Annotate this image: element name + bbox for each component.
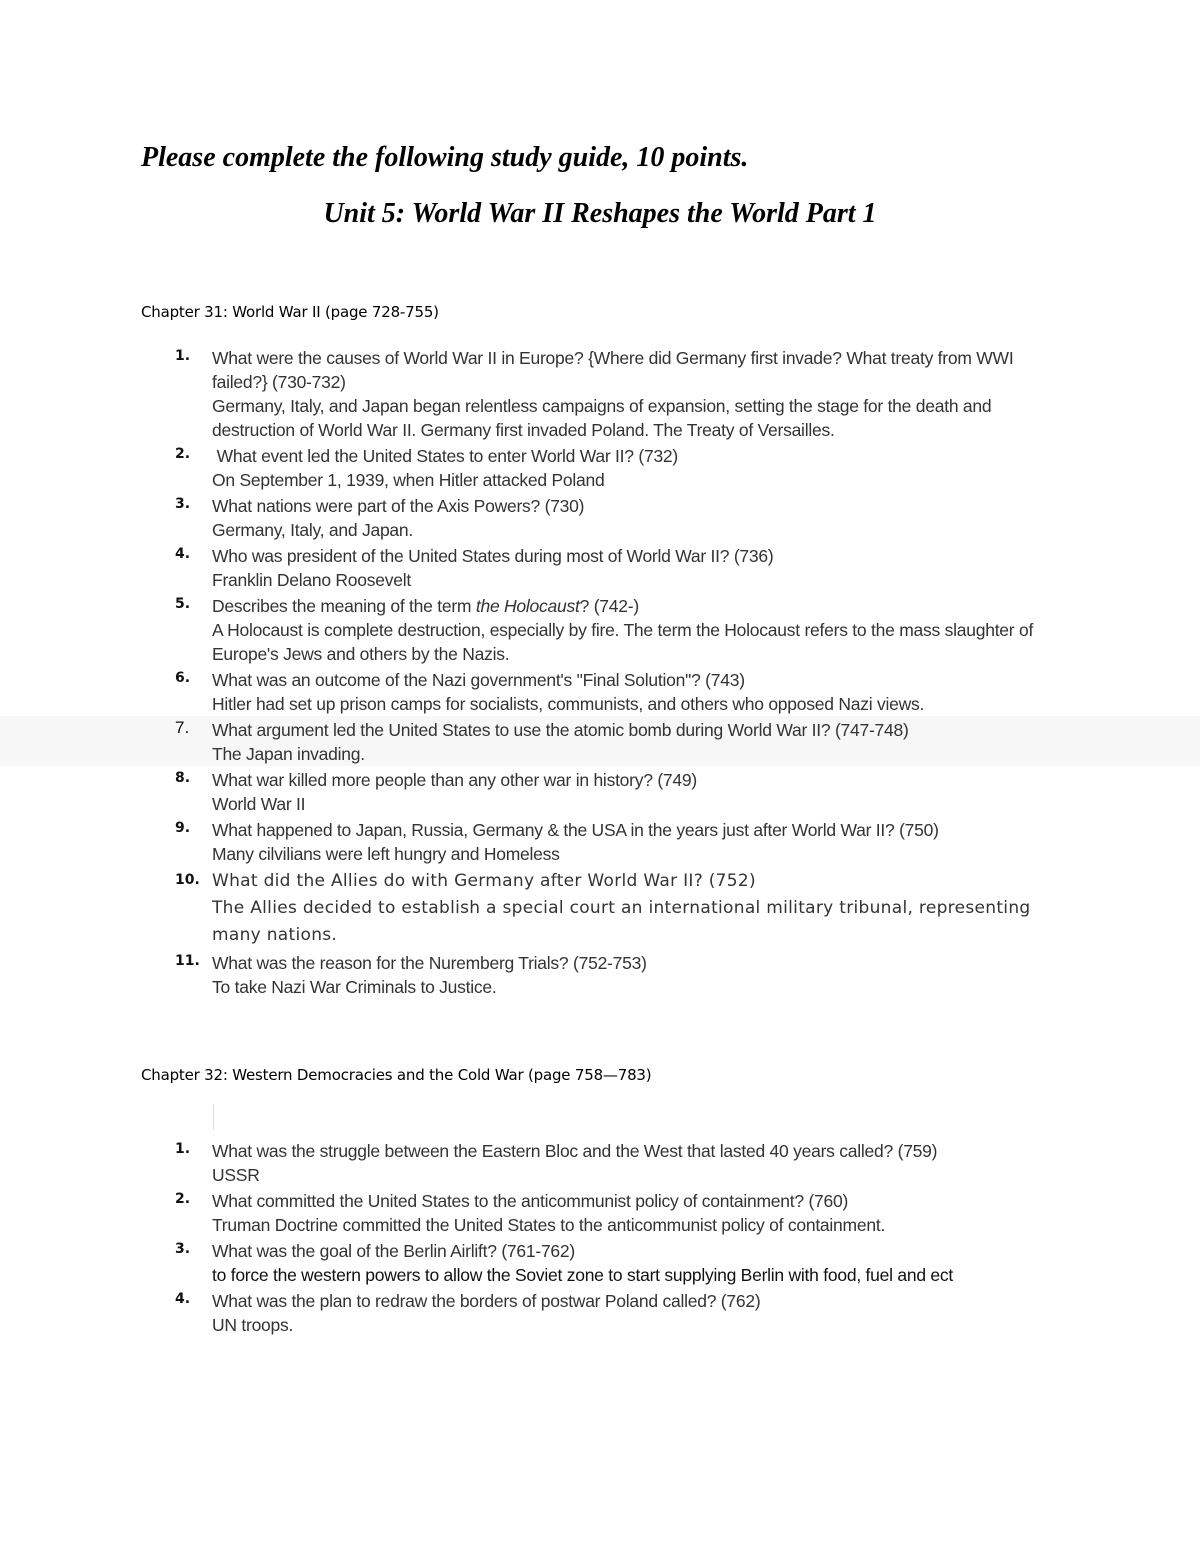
answer-text: The Allies decided to establish a special court an international military tribunal, representing many nations.: [212, 898, 1031, 945]
question-text: What argument led the United States to use the atomic bomb during World War II? (747-748): [212, 720, 909, 740]
question-item: [0, 542, 1200, 592]
question-text: What was the reason for the Nuremberg Trials? (752-753): [212, 953, 647, 973]
answer-text: USSR: [212, 1165, 260, 1185]
question-item: [0, 492, 1200, 542]
holocaust-term: the Holocaust: [475, 596, 580, 616]
question-text: [212, 592, 1062, 618]
question-number: 5.: [175, 596, 191, 612]
question-text: What committed the United States to the anticommunist policy of containment? (760): [212, 1191, 849, 1211]
question-number: 1.: [175, 348, 191, 364]
answer-text: to force the western powers to allow the Soviet zone to start supplying Berlin with food, fuel and ect: [212, 1265, 954, 1285]
instructions-heading: Please complete the following study guide, 10 points.: [141, 142, 749, 173]
question-item: [0, 666, 1200, 716]
chapter-31-heading: Chapter 31: World War II (page 728-755): [141, 303, 439, 321]
question-text: What was an outcome of the Nazi government's "Final Solution"? (743): [212, 670, 745, 690]
chapter-31-questions: [0, 344, 1200, 999]
question-item: [0, 766, 1200, 816]
question-number: 10.: [175, 872, 200, 888]
question-text-end: ? (742-): [579, 596, 639, 616]
question-text: What war killed more people than any other war in history? (749): [212, 770, 697, 790]
question-item: [0, 1237, 1200, 1287]
answer-text: A Holocaust is complete destruction, especially by fire. The term the Holocaust refers to the mass slaughter of Europe's Jews and others by the Nazis.: [212, 620, 1034, 664]
unit-title: Unit 5: World War II Reshapes the World Part 1: [323, 198, 877, 229]
question-number: 7.: [175, 718, 190, 737]
question-item: [0, 716, 1200, 766]
question-number: 9.: [175, 820, 191, 836]
question-text: What nations were part of the Axis Powers? (730): [212, 496, 585, 516]
question-text-start: Describes the meaning of the term: [212, 596, 476, 616]
question-text: What did the Allies do with Germany after World War II? (752): [212, 871, 756, 891]
question-number: 6.: [175, 670, 191, 686]
question-item: [0, 949, 1200, 999]
question-number: 1.: [175, 1141, 191, 1157]
chapter-32-heading: Chapter 32: Western Democracies and the Cold War (page 758—783): [141, 1066, 652, 1084]
question-text: What was the plan to redraw the borders of postwar Poland called? (762): [212, 1291, 761, 1311]
question-text: What were the causes of World War II in Europe? {Where did Germany first invade? What treaty from WWI failed?} (730-732): [212, 348, 1014, 392]
answer-text: On September 1, 1939, when Hitler attacked Poland: [212, 470, 605, 490]
question-item: [0, 816, 1200, 866]
answer-text: World War II: [212, 794, 306, 814]
question-text: What was the goal of the Berlin Airlift? (761-762): [212, 1241, 575, 1261]
question-number: 3.: [175, 496, 191, 512]
question-item: [0, 1187, 1200, 1237]
question-item: [0, 442, 1200, 492]
question-number: 8.: [175, 770, 191, 786]
question-text: Who was president of the United States during most of World War II? (736): [212, 546, 774, 566]
answer-text: UN troops.: [212, 1315, 294, 1335]
answer-text: Franklin Delano Roosevelt: [212, 570, 411, 590]
question-item: [0, 866, 1200, 949]
question-number: 2.: [175, 446, 191, 462]
question-number: 4.: [175, 1291, 191, 1307]
question-number: 11.: [175, 953, 200, 969]
chapter-32-questions: [0, 1137, 1200, 1337]
answer-text: Hitler had set up prison camps for socialists, communists, and others who opposed Nazi views.: [212, 694, 925, 714]
question-item: [0, 344, 1200, 442]
answer-text: To take Nazi War Criminals to Justice.: [212, 977, 497, 997]
question-number: 3.: [175, 1241, 191, 1257]
question-item: [0, 1137, 1200, 1187]
question-item: [0, 592, 1200, 666]
text-cursor-mark: [213, 1104, 214, 1130]
answer-text: Germany, Italy, and Japan.: [212, 520, 414, 540]
answer-text: Many cilvilians were left hungry and Homeless: [212, 844, 560, 864]
question-item: [0, 1287, 1200, 1337]
answer-text: Truman Doctrine committed the United States to the anticommunist policy of containment.: [212, 1215, 886, 1235]
question-number: 2.: [175, 1191, 191, 1207]
question-text: What happened to Japan, Russia, Germany & the USA in the years just after World War II? (750): [212, 820, 939, 840]
question-text: What event led the United States to enter World War II? (732): [212, 446, 678, 466]
answer-text: The Japan invading.: [212, 744, 365, 764]
question-number: 4.: [175, 546, 191, 562]
question-text: What was the struggle between the Eastern Bloc and the West that lasted 40 years called? (759): [212, 1141, 938, 1161]
answer-text: Germany, Italy, and Japan began relentless campaigns of expansion, setting the stage for the death and destruction of World War II. Germany first invaded Poland. The Treaty of Versailles.: [212, 396, 992, 440]
